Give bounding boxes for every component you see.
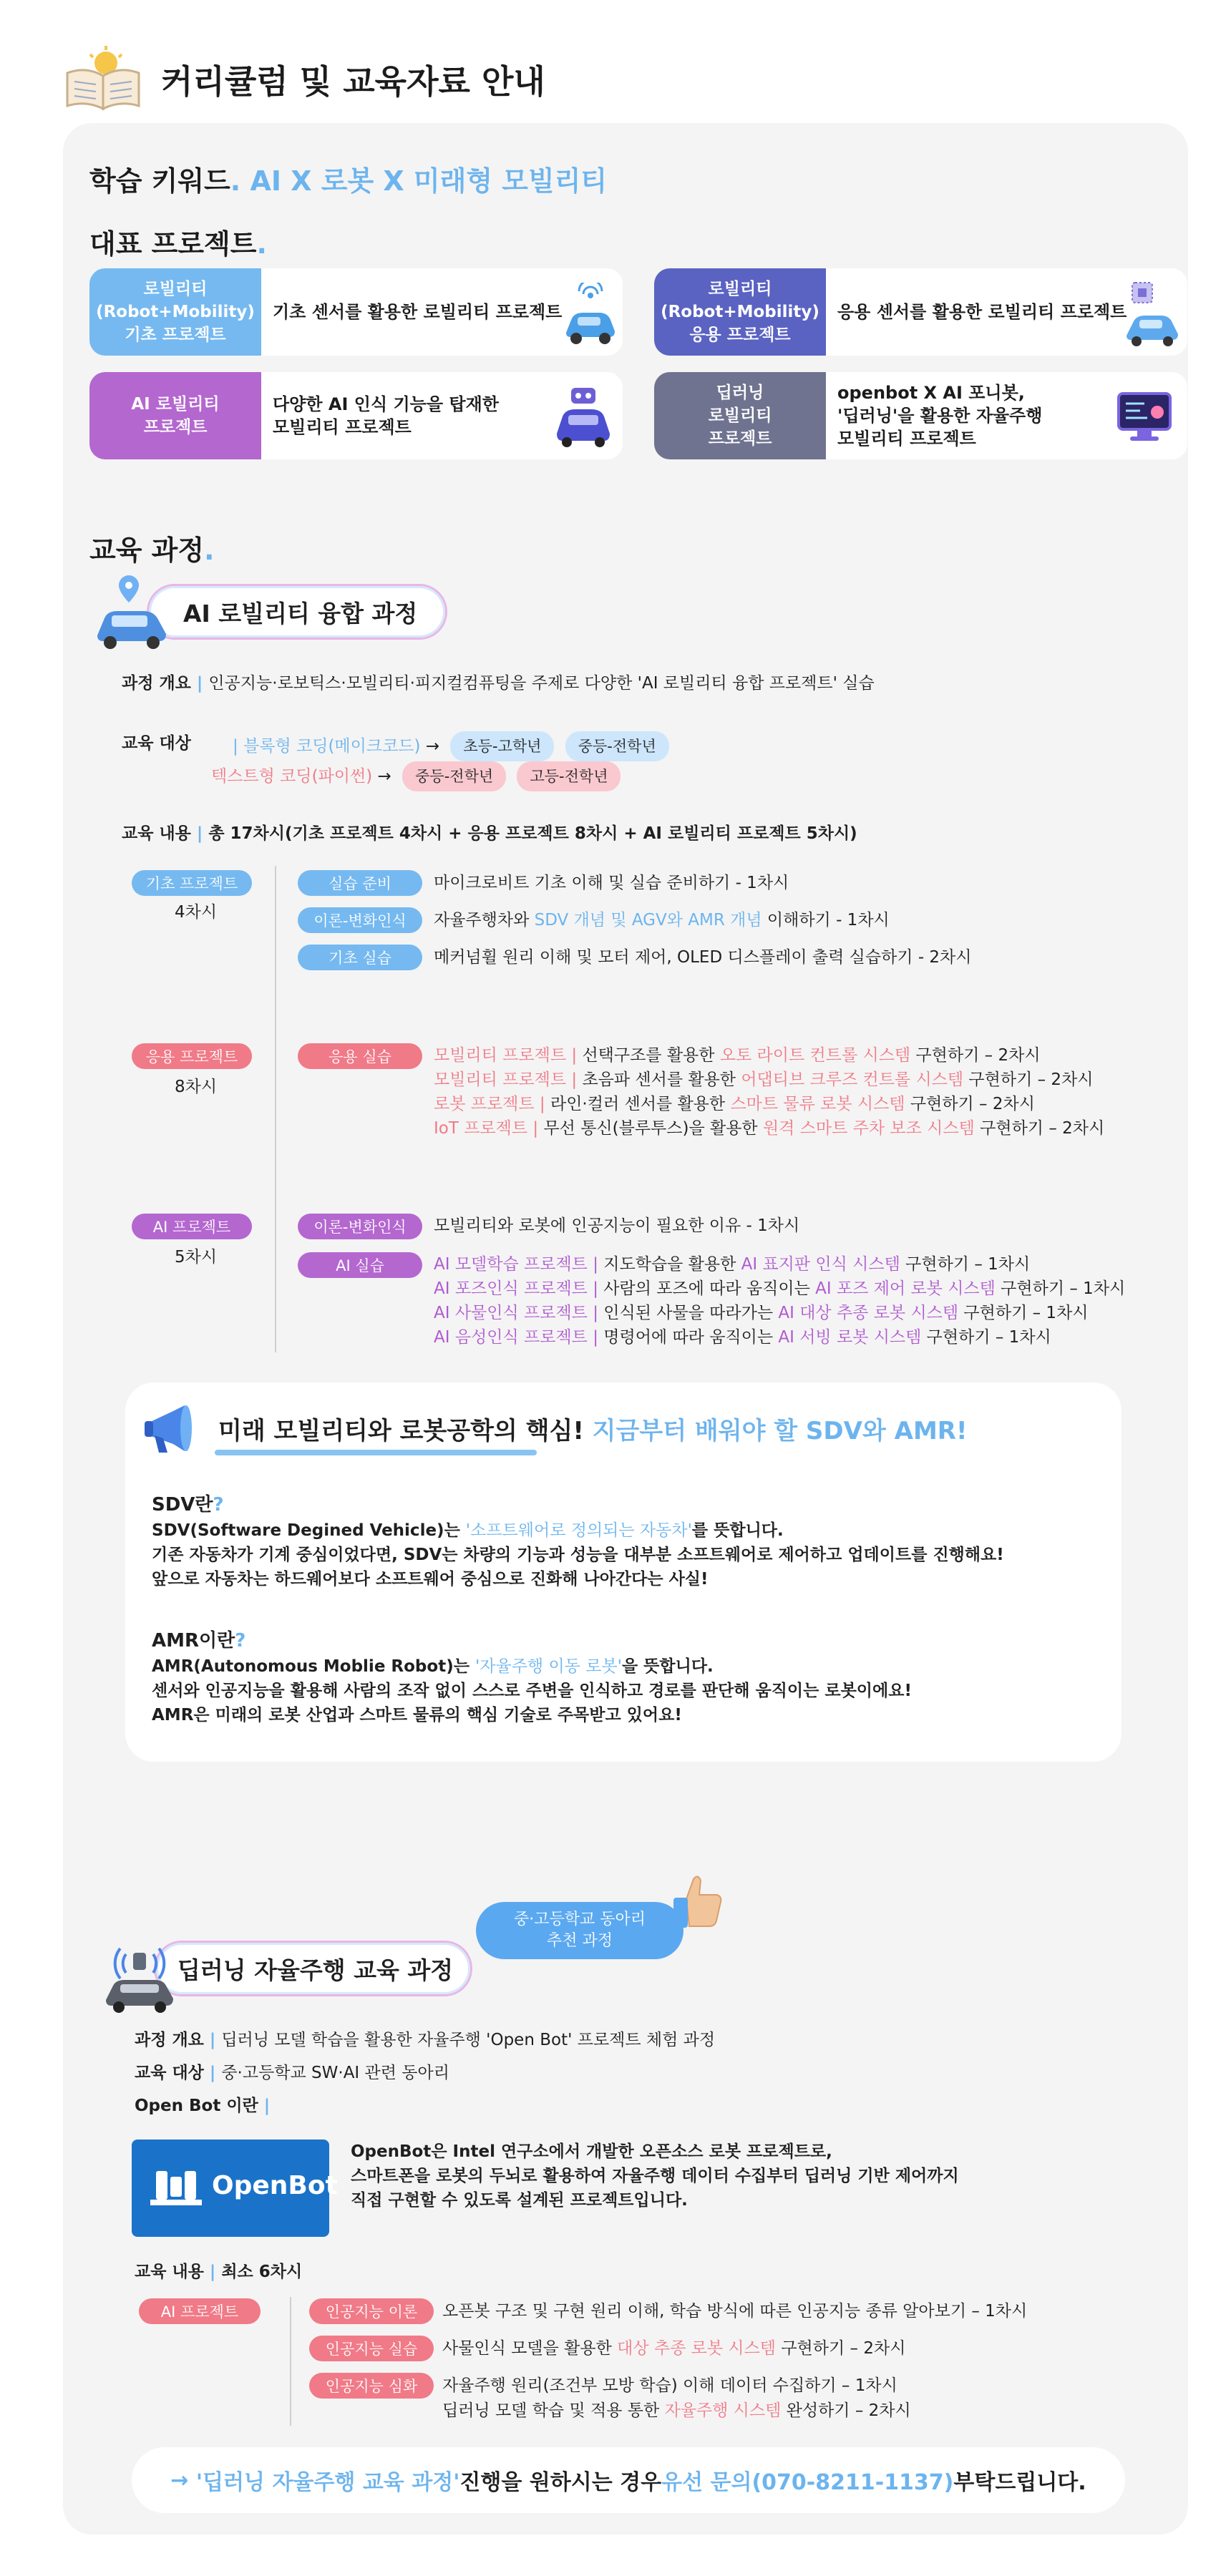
row-text — [434, 1068, 1094, 1092]
projects-title: 대표 프로젝트 — [89, 228, 257, 260]
overview-label: 과정 개요 — [135, 2031, 204, 2049]
row-text: 마이크로비트 기초 이해 및 실습 준비하기 - 1차시 — [434, 874, 789, 892]
row-prefix: AI 포즈인식 프로젝트 | — [434, 1279, 604, 1298]
robot-car-icon — [562, 283, 619, 350]
row-text-b: 구현하기 – 2차시 — [776, 2339, 906, 2358]
row-text-a: 사람의 포즈에 따라 움직이는 — [603, 1279, 816, 1298]
sensor-car-icon — [1119, 278, 1184, 350]
course2-content: 교육 내용 | 최소 6차시 — [135, 2263, 303, 2281]
project-card-label: 딥러닝 로빌리티 프로젝트 — [654, 372, 826, 459]
amr-title — [152, 1629, 245, 1653]
row-text: 오픈봇 구조 및 구현 원리 이해, 학습 방식에 따른 인공지능 종류 알아보기 – 1차시 — [442, 2302, 1028, 2321]
overview-text: 인공지능·로보틱스·모빌리티·피지컬컴퓨팅을 주제로 다양한 'AI 로빌리티 융합 프로젝트' 실습 — [208, 674, 875, 693]
gps-car-icon — [92, 572, 172, 655]
project-card-label: 로빌리티 (Robot+Mobility) 기초 프로젝트 — [89, 268, 261, 356]
row-text-b: 구현하기 – 2차시 — [910, 1046, 1041, 1065]
row-text-a: 라인·컬러 센서를 활용한 — [550, 1095, 731, 1113]
project-card-label: 로빌리티 (Robot+Mobility) 응용 프로젝트 — [654, 268, 826, 356]
amr-line3: AMR은 미래의 로봇 산업과 스마트 물류의 핵심 기술로 주목받고 있어요! — [152, 1706, 682, 1724]
project-card-deeplearning — [654, 372, 1187, 459]
row-text-a: 사물인식 모델을 활용한 — [442, 2339, 618, 2358]
content-text: 최소 6차시 — [221, 2263, 303, 2281]
openbot-desc: OpenBot은 Intel 연구소에서 개발한 오픈소스 로봇 프로젝트로, 스마트폰을 로봇의 두뇌로 활용하여 자율주행 데이터 수집부터 딥러닝 기반 제어까지 직접 구현할 수 있도록 설계된 프로젝트입니다. — [351, 2142, 959, 2210]
projects-heading — [89, 222, 267, 261]
row-prefix: IoT 프로젝트 | — [434, 1119, 544, 1138]
project-card-desc: 응용 센서를 활용한 로빌리티 프로젝트 — [837, 302, 1127, 322]
sdv-line3: 앞으로 자동차는 하드웨어보다 소프트웨어 중심으로 진화해 나아간다는 사실! — [152, 1570, 709, 1589]
sdv-line2: 기존 자동차가 기계 중심이었다면, SDV는 차량의 기능과 성능을 대부분 소프트웨어로 제어하고 업데이트를 진행해요! — [152, 1546, 1004, 1564]
content-label: 교육 내용 — [135, 2263, 204, 2281]
row-tag: AI 실습 — [298, 1252, 422, 1278]
amr-l1a: AMR(Autonomous Moblie Robot)는 — [152, 1657, 475, 1676]
course2-target: 교육 대상 | 중·고등학교 SW·AI 관련 동아리 — [135, 2064, 449, 2082]
row-prefix: 로봇 프로젝트 | — [434, 1095, 550, 1113]
row-text-a: 자율주행차와 — [434, 911, 535, 930]
headline-b: 지금부터 배워야 할 SDV와 AMR! — [592, 1417, 968, 1445]
thumbs-up-icon — [669, 1873, 726, 1933]
arrow-icon: → — [425, 737, 440, 756]
row-highlight: 스마트 물류 로봇 시스템 — [730, 1095, 905, 1113]
row-text-b: 구현하기 – 1차시 — [921, 1328, 1051, 1347]
target-tag: 중등-전학년 — [402, 761, 506, 791]
group-basic-hours: 4차시 — [175, 903, 218, 922]
target-text: 중·고등학교 SW·AI 관련 동아리 — [221, 2064, 449, 2082]
row-prefix: AI 사물인식 프로젝트 | — [434, 1304, 604, 1322]
sdv-l1a: SDV(Software Degined Vehicle)는 — [152, 1521, 466, 1540]
target-tag: 중등-전학년 — [565, 731, 669, 761]
row-text — [442, 2336, 905, 2361]
row-text — [434, 1277, 1125, 1301]
row-text-b: 구현하기 – 2차시 — [963, 1070, 1094, 1089]
row-highlight: 원격 스마트 주차 보조 시스템 — [762, 1119, 975, 1138]
row-highlight: 오토 라이트 컨트롤 시스템 — [719, 1046, 911, 1065]
row-text — [434, 1116, 1104, 1141]
row-tag: 기초 실습 — [298, 945, 422, 970]
overview-label: 과정 개요 — [122, 674, 191, 693]
keywords-value: AI X 로봇 X 미래형 모빌리티 — [250, 165, 608, 197]
row-tag: 인공지능 실습 — [309, 2336, 434, 2361]
footer-course: '딥러닝 자율주행 교육 과정' — [195, 2470, 460, 2495]
target-text: 텍스트형 코딩(파이썬) — [211, 767, 373, 786]
page-title: 커리큘럼 및 교육자료 안내 — [161, 62, 545, 101]
sdv-title — [152, 1493, 224, 1517]
footer-arrow-icon: → — [170, 2467, 189, 2493]
amr-l1-hl: '자율주행 이동 로봇' — [475, 1657, 622, 1676]
book-icon — [63, 44, 143, 113]
row-highlight: 어댑티브 크루즈 컨트롤 시스템 — [741, 1070, 964, 1089]
headline-underline — [215, 1450, 537, 1455]
row-tag: 인공지능 이론 — [309, 2298, 434, 2324]
openbot-label-text: Open Bot 이란 — [135, 2097, 258, 2115]
group-ai-project-label: AI 프로젝트 — [139, 2298, 261, 2324]
course1-overview: 과정 개요 | 인공지능·로보틱스·모빌리티·피지컬컴퓨팅을 주제로 다양한 'AI 로빌리티 융합 프로젝트' 실습 — [122, 674, 875, 693]
row-highlight: AI 서빙 로봇 시스템 — [778, 1328, 922, 1347]
course-heading — [89, 528, 215, 567]
wifi-car-icon — [100, 1943, 179, 2017]
sdv-title-text: SDV란 — [152, 1494, 213, 1516]
content-label: 교육 내용 — [122, 824, 191, 843]
row-text — [434, 1325, 1051, 1350]
group-basic-label: 기초 프로젝트 — [132, 870, 252, 896]
sdv-l1-hl: '소프트웨어로 정의되는 자동차' — [465, 1521, 692, 1540]
course1-target-text — [211, 761, 621, 791]
row-text-b: 완성하기 – 2차시 — [781, 2401, 911, 2420]
row-text-a: 지도학습을 활용한 — [603, 1255, 741, 1274]
course1-title-bubble — [147, 584, 447, 640]
course1-target-block: | 블록형 코딩(메이크코드) → 초등-고학년 중등-전학년 — [233, 731, 669, 761]
amr-title-text: AMR이란 — [152, 1630, 235, 1652]
group-ai-label: AI 프로젝트 — [132, 1214, 252, 1239]
row-tag: 인공지능 심화 — [309, 2373, 434, 2399]
arrow-icon: → — [377, 767, 391, 786]
timeline-divider-2 — [290, 2297, 291, 2426]
project-card-applied — [654, 268, 1187, 356]
group-applied-hours: 8차시 — [175, 1078, 218, 1096]
keywords-label: 학습 키워드 — [89, 165, 230, 197]
course2-title: 딥러닝 자율주행 교육 과정 — [177, 1956, 454, 1984]
row-tag: 실습 준비 — [298, 870, 422, 896]
row-text-a: 딥러닝 모델 학습 및 적용 통한 — [442, 2401, 665, 2420]
row-highlight: 대상 추종 로봇 시스템 — [617, 2339, 777, 2358]
row-text — [442, 2399, 911, 2423]
openbot-logo-text: OpenBot — [212, 2171, 338, 2200]
target-tag: 초등-고학년 — [450, 731, 554, 761]
keywords-dot: . — [230, 165, 241, 197]
row-prefix: AI 모델학습 프로젝트 | — [434, 1255, 604, 1274]
footer-phone: 유선 문의(070-8211-1137) — [661, 2470, 954, 2495]
course2-title-bubble — [154, 1941, 472, 1996]
course1-content: 교육 내용 | 총 17차시(기초 프로젝트 4차시 + 응용 프로젝트 8차시 + AI 로빌리티 프로젝트 5차시) — [122, 824, 857, 843]
target-label: 교육 대상 — [135, 2064, 204, 2082]
row-text: 모빌리티와 로봇에 인공지능이 필요한 이유 - 1차시 — [434, 1216, 800, 1235]
group-applied-label: 응용 프로젝트 — [132, 1043, 252, 1069]
overview-text: 딥러닝 모델 학습을 활용한 자율주행 'Open Bot' 프로젝트 체험 과정 — [221, 2031, 716, 2049]
row-text-a: 인식된 사물을 따라가는 — [603, 1304, 779, 1322]
project-card-desc: 기초 센서를 활용한 로빌리티 프로젝트 — [273, 302, 563, 322]
row-prefix: AI 음성인식 프로젝트 | — [434, 1328, 604, 1347]
row-highlight: AI 포즈 제어 로봇 시스템 — [815, 1279, 996, 1298]
info-headline — [218, 1415, 967, 1447]
row-tag: 이론-변화인식 — [298, 907, 422, 933]
footer-text-b: 진행을 원하시는 경우 — [459, 2470, 662, 2495]
row-text — [434, 908, 890, 932]
keywords-heading — [89, 159, 607, 198]
openbot-logo — [132, 2140, 338, 2237]
row-text-b: 구현하기 – 2차시 — [905, 1095, 1035, 1113]
group-ai-hours: 5차시 — [175, 1248, 218, 1267]
row-text-b: 구현하기 – 1차시 — [958, 1304, 1089, 1322]
project-card-basic — [89, 268, 623, 356]
openbot-label: Open Bot 이란 | — [135, 2097, 271, 2115]
row-text-a: 초음파 센서를 활용한 — [582, 1070, 741, 1089]
row-text-a: 명령어에 따라 움직이는 — [603, 1328, 779, 1347]
recommend-badge: 중·고등학교 동아리 추천 과정 — [476, 1902, 683, 1959]
amr-line1 — [152, 1654, 714, 1679]
row-prefix: 모빌리티 프로젝트 | — [434, 1070, 583, 1089]
ai-robot-car-icon — [551, 384, 616, 451]
row-text-b: 구현하기 – 1차시 — [995, 1279, 1126, 1298]
row-text: 메커넘휠 원리 이해 및 모터 제어, OLED 디스플레이 출력 실습하기 - 2차시 — [434, 948, 972, 967]
row-text — [434, 1092, 1035, 1116]
row-highlight: 자율주행 시스템 — [664, 2401, 782, 2420]
course2-overview: 과정 개요 | 딥러닝 모델 학습을 활용한 자율주행 'Open Bot' 프로젝트 체험 과정 — [135, 2031, 716, 2049]
footer-text-d: 부탁드립니다. — [953, 2470, 1086, 2495]
row-text-b: 이해하기 - 1차시 — [762, 911, 890, 930]
timeline-divider — [275, 866, 276, 1352]
project-card-label: AI 로빌리티 프로젝트 — [89, 372, 261, 459]
project-card-desc: 다양한 AI 인식 기능을 탑재한 모빌리티 프로젝트 — [273, 394, 499, 437]
footer-banner — [132, 2447, 1125, 2513]
row-text — [434, 1252, 1030, 1277]
headline-a: 미래 모빌리티와 로봇공학의 핵심! — [218, 1417, 593, 1445]
course-title: 교육 과정 — [89, 535, 205, 566]
target-block: 블록형 코딩(메이크코드) — [243, 737, 421, 756]
amr-line2: 센서와 인공지능을 활용해 사람의 조작 없이 스스로 주변을 인식하고 경로를 판단해 움직이는 로봇이에요! — [152, 1682, 912, 1700]
row-highlight: AI 표지판 인식 시스템 — [741, 1255, 900, 1274]
amr-l1b: 을 뜻합니다. — [621, 1657, 714, 1676]
row-prefix: 모빌리티 프로젝트 | — [434, 1046, 583, 1065]
row-text — [434, 1043, 1041, 1068]
row-text: 자율주행 원리(조건부 모방 학습) 이해 데이터 수집하기 – 1차시 — [442, 2376, 897, 2395]
computer-screen-icon — [1116, 391, 1173, 447]
content-text: 총 17차시(기초 프로젝트 4차시 + 응용 프로젝트 8차시 + AI 로빌리티 프로젝트 5차시) — [208, 824, 857, 843]
row-text-b: 구현하기 – 1차시 — [900, 1255, 1031, 1274]
project-card-desc: openbot X AI 포니봇, '딥러닝'을 활용한 자율주행 모빌리티 프로젝트 — [837, 383, 1043, 449]
course-dot: . — [204, 535, 215, 566]
row-text-b: 구현하기 – 2차시 — [974, 1119, 1105, 1138]
amr-q: ? — [235, 1630, 246, 1652]
row-tag: 이론-변화인식 — [298, 1214, 422, 1239]
project-card-ai — [89, 372, 623, 459]
row-text-a: 무선 통신(블루투스)을 활용한 — [543, 1119, 763, 1138]
course1-target-label: 교육 대상 — [122, 734, 191, 753]
sdv-line1 — [152, 1518, 784, 1543]
row-highlight: AI 대상 추종 로봇 시스템 — [778, 1304, 959, 1322]
projects-dot: . — [256, 228, 267, 260]
target-tag: 고등-전학년 — [517, 761, 621, 791]
megaphone-icon — [142, 1401, 203, 1460]
row-tag: 응용 실습 — [298, 1043, 422, 1069]
row-text-a: 선택구조를 활용한 — [582, 1046, 720, 1065]
row-highlight: SDV 개념 및 AGV와 AMR 개념 — [534, 911, 762, 930]
sdv-q: ? — [213, 1494, 224, 1516]
sdv-l1b: 를 뜻합니다. — [691, 1521, 784, 1540]
course1-title: AI 로빌리티 융합 과정 — [183, 599, 418, 628]
row-text — [434, 1301, 1089, 1325]
